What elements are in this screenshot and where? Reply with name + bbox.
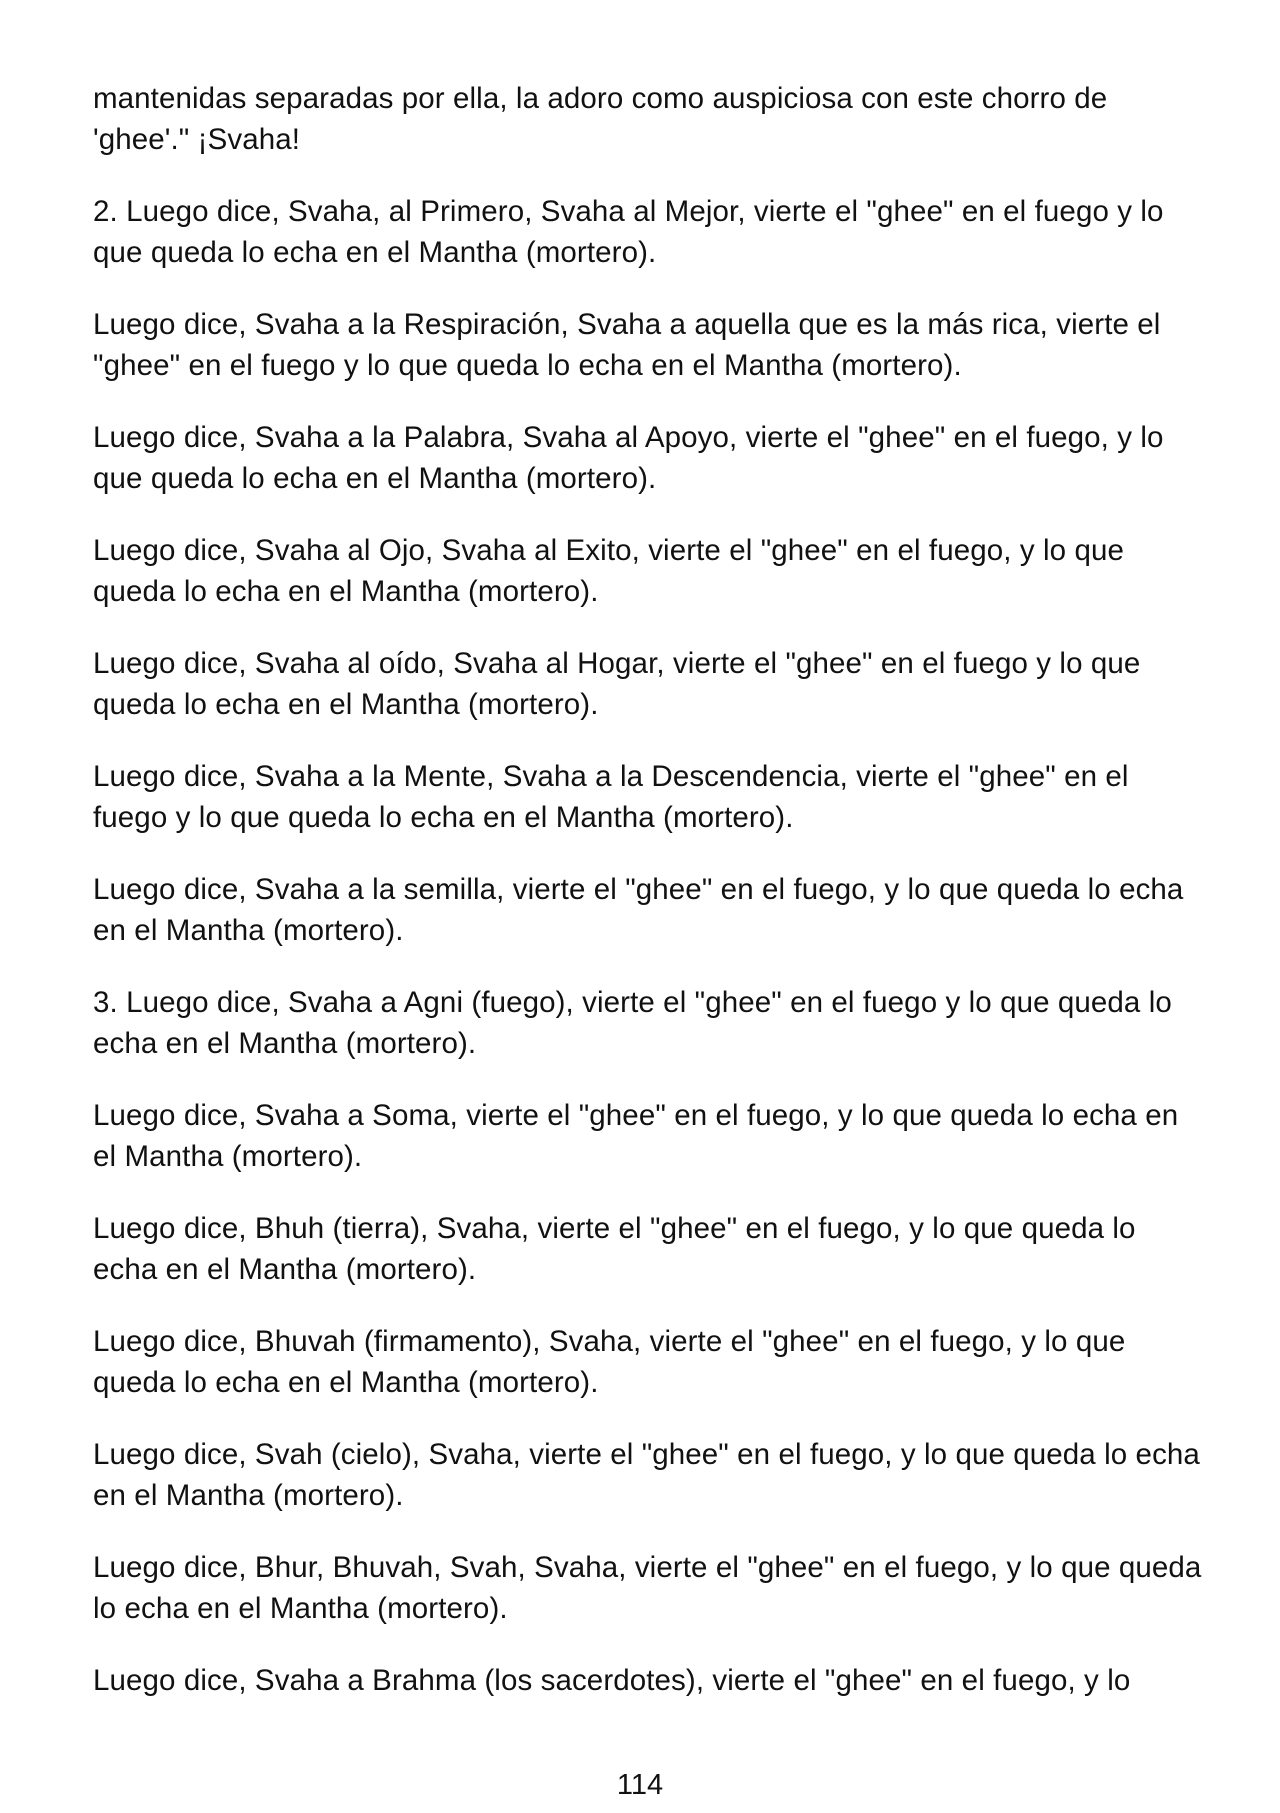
paragraph: Luego dice, Svaha a la semilla, vierte el "ghee" en el fuego, y lo que queda lo echa en el Mantha (mortero). bbox=[93, 873, 1184, 947]
paragraph: Luego dice, Svaha a la Mente, Svaha a la Descendencia, vierte el "ghee" en el fuego y lo que queda lo echa en el Mantha (mortero). bbox=[93, 760, 1129, 834]
paragraph: Luego dice, Svaha al oído, Svaha al Hogar, vierte el "ghee" en el fuego y lo que queda lo echa en el Mantha (mortero). bbox=[93, 647, 1141, 721]
paragraph: Luego dice, Bhuh (tierra), Svaha, vierte el "ghee" en el fuego, y lo que queda lo echa en el Mantha (mortero). bbox=[93, 1212, 1136, 1286]
paragraph: Luego dice, Svaha a la Palabra, Svaha al Apoyo, vierte el "ghee" en el fuego, y lo que queda lo echa en el Mantha (mortero). bbox=[93, 421, 1164, 495]
page-body bbox=[93, 78, 1203, 1732]
page-number: 114 bbox=[616, 1769, 664, 1801]
paragraph: mantenidas separadas por ella, la adoro como auspiciosa con este chorro de 'ghee'." ¡Svaha! bbox=[93, 82, 1108, 156]
paragraph: Luego dice, Bhur, Bhuvah, Svah, Svaha, vierte el "ghee" en el fuego, y lo que queda lo echa en el Mantha (mortero). bbox=[93, 1551, 1202, 1625]
paragraph: Luego dice, Svaha a Soma, vierte el "ghee" en el fuego, y lo que queda lo echa en el Mantha (mortero). bbox=[93, 1099, 1179, 1173]
paragraph: Luego dice, Svah (cielo), Svaha, vierte el "ghee" en el fuego, y lo que queda lo echa en el Mantha (mortero). bbox=[93, 1438, 1200, 1512]
paragraph: Luego dice, Svaha a la Respiración, Svaha a aquella que es la más rica, vierte el "ghee" en el fuego y lo que queda lo echa en el Mantha (mortero). bbox=[93, 308, 1161, 382]
paragraph: Luego dice, Bhuvah (firmamento), Svaha, vierte el "ghee" en el fuego, y lo que queda lo echa en el Mantha (mortero). bbox=[93, 1325, 1126, 1399]
paragraph: Luego dice, Svaha a Brahma (los sacerdotes), vierte el "ghee" en el fuego, y lo bbox=[93, 1664, 1131, 1697]
paragraph: Luego dice, Svaha al Ojo, Svaha al Exito, vierte el "ghee" en el fuego, y lo que queda lo echa en el Mantha (mortero). bbox=[93, 534, 1124, 608]
paragraph: 3. Luego dice, Svaha a Agni (fuego), vierte el "ghee" en el fuego y lo que queda lo echa en el Mantha (mortero). bbox=[93, 986, 1172, 1060]
paragraph: 2. Luego dice, Svaha, al Primero, Svaha al Mejor, vierte el "ghee" en el fuego y lo que queda lo echa en el Mantha (mortero). bbox=[93, 195, 1164, 269]
